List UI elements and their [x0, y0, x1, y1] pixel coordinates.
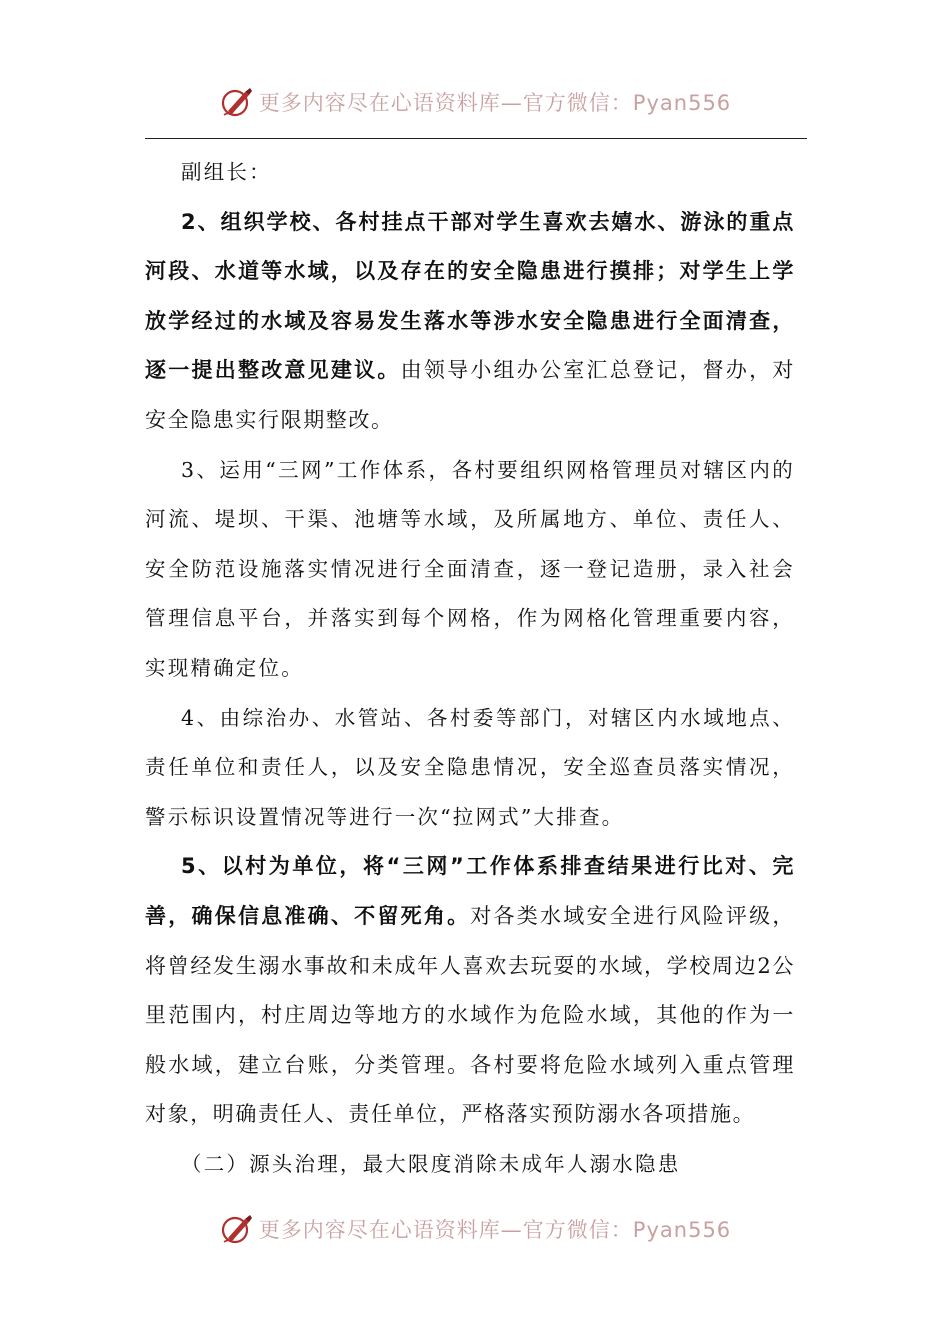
bold-text: 5、以村为单位，将“三网”工作体系排查结果进行比对、完善，确保信息准确、不留死角。 — [145, 854, 795, 928]
document-body — [145, 148, 795, 1189]
watermark-text: 更多内容尽在心语资料库—官方微信：Pyan556 — [258, 91, 732, 115]
paragraph: 4、由综治办、水管站、各村委等部门，对辖区内水域地点、责任单位和责任人，以及安全隐患情况，安全巡查员落实情况，警示标识设置情况等进行一次“拉网式”大排查。 — [145, 705, 795, 829]
paragraph: 3、运用“三网”工作体系，各村要组织网格管理员对辖区内的河流、堤坝、干渠、池塘等水域，及所属地方、单位、责任人、安全防范设施落实情况进行全面清查，逐一登记造册，录入社会管理信息平台，并落实到每个网格，作为网格化管理重要内容，实现精确定位。 — [145, 457, 795, 680]
paragraph-text: 对各类水域安全进行风险评级，将曾经发生溺水事故和未成年人喜欢去玩耍的水域，学校周边2公里范围内，村庄周边等地方的水域作为危险水域，其他的作为一般水域，建立台账，分类管理。各村要将危险水域列入重点管理对象，明确责任人、责任单位，严格落实预防溺水各项措施。 — [145, 903, 795, 1127]
pen-logo-icon — [219, 1211, 255, 1247]
paragraph — [145, 198, 795, 446]
section-heading: （二）源头治理，最大限度消除未成年人溺水隐患 — [181, 1151, 681, 1176]
bold-text: 2、组织学校、各村挂点干部对学生喜欢去嬉水、游泳的重点河段、水道等水域，以及存在的安全隐患进行摸排；对学生上学放学经过的水域及容易发生落水等涉水安全隐患进行全面清查，逐一提出整改意见建议。 — [145, 209, 795, 383]
footer-watermark — [0, 1207, 950, 1251]
header-rule — [145, 138, 807, 139]
paragraph-text: 由领导小组办公室汇总登记，督办，对安全隐患实行限期整改。 — [145, 358, 795, 432]
paragraph — [145, 842, 795, 1140]
pen-logo-icon — [219, 84, 255, 120]
header-watermark — [0, 80, 950, 124]
paragraph: 副组长： — [181, 160, 272, 184]
watermark-text: 更多内容尽在心语资料库—官方微信：Pyan556 — [258, 1218, 732, 1242]
